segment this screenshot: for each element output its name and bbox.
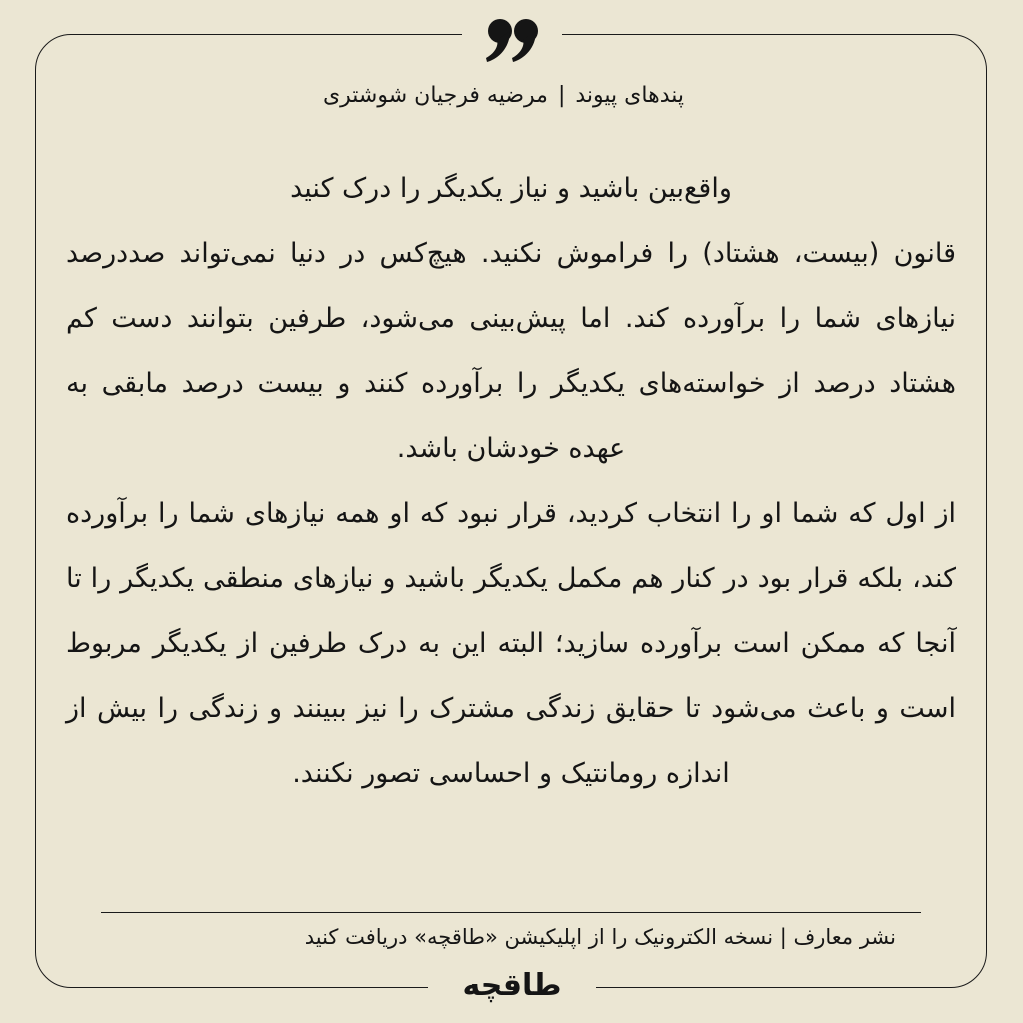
quote-mark-icon: [480, 14, 544, 66]
quote-heading: واقع‌بین باشید و نیاز یکدیگر را درک کنید: [290, 173, 732, 204]
book-title: پندهای پیوند: [575, 83, 684, 108]
footer-divider: [101, 912, 921, 913]
footer-note: نشر معارف | نسخه الکترونیک را از اپلیکیشن «طاقچه» دریافت کنید: [304, 925, 896, 949]
book-header: [200, 78, 684, 114]
header-separator: |: [557, 83, 566, 108]
brand-logo: طاقچه: [462, 968, 562, 1003]
quote-paragraph: از اول که شما او را انتخاب کردید، قرار نبود که او همه نیازهای شما را برآورده کند، بلکه قرار بود در کنار هم مکمل یکدیگر باشید و نیازهای منطقی یکدیگر را تا آنجا که ممکن است برآورده سازید؛ البته این به درک طرفین از یکدیگر مربوط است و باعث می‌شود تا حقایق زندگی مشترک را نیز ببینند و زندگی را بیش از اندازه رومانتیک و احساسی تصور نکنند.: [66, 498, 956, 789]
quote-body: [66, 156, 956, 806]
author-name: مرضیه فرجیان شوشتری: [322, 83, 548, 108]
quote-paragraph: قانون (بیست، هشتاد) را فراموش نکنید. هیچ‌کس در دنیا نمی‌تواند صددرصد نیازهای شما را برآورده کند. اما پیش‌بینی می‌شود، طرفین بتوانند دست کم هشتاد درصد از خواسته‌های یکدیگر را برآورده کنند و بیست درصد مابقی به عهده خودشان باشد.: [66, 238, 956, 464]
